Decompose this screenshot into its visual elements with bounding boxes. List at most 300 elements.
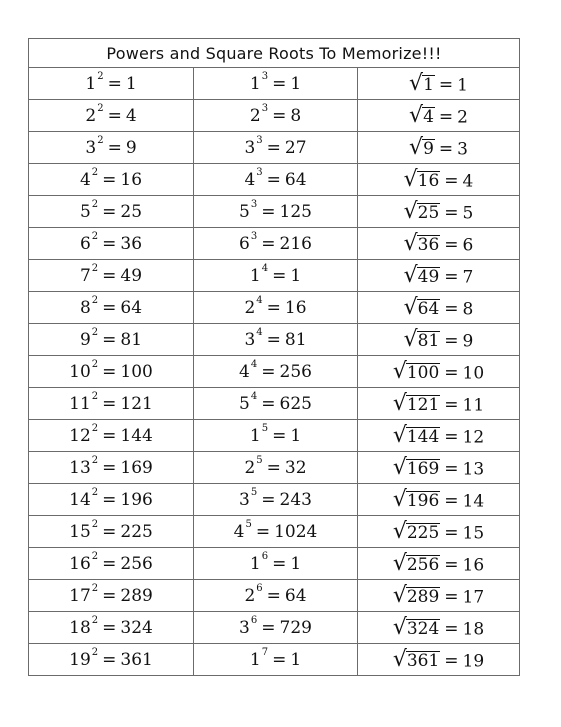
square-root <box>393 552 440 576</box>
power-cell <box>194 260 358 292</box>
square-root <box>404 264 441 288</box>
square-value: 4 <box>125 105 137 126</box>
equals-sign: = <box>261 361 276 382</box>
equals-sign: = <box>266 329 281 350</box>
square-root <box>404 168 441 192</box>
equals-sign: = <box>102 457 117 478</box>
equals-sign: = <box>261 489 276 510</box>
equals-sign: = <box>102 585 117 606</box>
square-root <box>393 424 440 448</box>
root-value: 14 <box>462 491 485 512</box>
radicand: 81 <box>417 330 440 351</box>
square-base: 13 <box>69 457 91 478</box>
root-value: 19 <box>462 651 485 672</box>
equals-sign: = <box>261 201 276 222</box>
square-root <box>404 200 441 224</box>
root-cell <box>358 196 520 228</box>
square-exponent: 2 <box>91 550 99 562</box>
radicand: 256 <box>406 554 440 575</box>
square-base: 2 <box>85 105 97 126</box>
square-cell <box>29 164 194 196</box>
equals-sign: = <box>102 553 117 574</box>
table-row <box>29 228 520 260</box>
equals-sign: = <box>444 491 459 512</box>
root-value: 3 <box>457 139 468 160</box>
power-base: 1 <box>249 73 261 94</box>
square-base: 15 <box>69 521 91 542</box>
radical-sign-icon: √ <box>392 647 407 673</box>
root-cell <box>358 548 520 580</box>
equals-sign: = <box>444 363 459 384</box>
radical-sign-icon: √ <box>392 423 407 449</box>
square-cell <box>29 452 194 484</box>
square-base: 17 <box>69 585 91 606</box>
equals-sign: = <box>107 137 122 158</box>
equals-sign: = <box>272 649 287 670</box>
equals-sign: = <box>444 331 459 352</box>
radicand: 100 <box>406 362 440 383</box>
root-cell <box>358 644 520 676</box>
square-cell <box>29 388 194 420</box>
radical-sign-icon: √ <box>409 71 424 97</box>
power-base: 3 <box>239 617 250 638</box>
power-exponent: 3 <box>250 198 258 210</box>
root-cell <box>358 452 520 484</box>
radicand: 49 <box>417 266 440 287</box>
equals-sign: = <box>102 649 117 670</box>
power-exponent: 5 <box>250 486 258 498</box>
square-value: 169 <box>120 457 153 478</box>
equals-sign: = <box>444 235 459 256</box>
equals-sign: = <box>444 619 459 640</box>
power-exponent: 3 <box>250 230 258 242</box>
table-row <box>29 260 520 292</box>
root-cell <box>358 324 520 356</box>
root-cell <box>358 260 520 292</box>
root-value: 15 <box>462 523 485 544</box>
table-row <box>29 68 520 100</box>
power-value: 256 <box>279 361 312 382</box>
square-value: 324 <box>120 617 153 638</box>
power-exponent: 3 <box>261 70 269 82</box>
equals-sign: = <box>102 521 117 542</box>
square-exponent: 2 <box>91 646 99 658</box>
square-cell <box>29 356 194 388</box>
root-value: 2 <box>457 107 468 128</box>
power-exponent: 6 <box>250 614 258 626</box>
square-root <box>409 72 435 96</box>
square-value: 225 <box>120 521 153 542</box>
square-cell <box>29 132 194 164</box>
equals-sign: = <box>444 523 459 544</box>
equals-sign: = <box>102 169 117 190</box>
square-cell <box>29 260 194 292</box>
table-row <box>29 580 520 612</box>
table-title: Powers and Square Roots To Memorize!!! <box>29 39 520 68</box>
radicand: 144 <box>406 426 440 447</box>
square-cell <box>29 324 194 356</box>
square-cell <box>29 516 194 548</box>
equals-sign: = <box>266 585 281 606</box>
equals-sign: = <box>438 107 454 128</box>
square-cell <box>29 420 194 452</box>
equals-sign: = <box>102 201 117 222</box>
equals-sign: = <box>102 425 117 446</box>
table-row <box>29 196 520 228</box>
equals-sign: = <box>102 233 117 254</box>
table-row <box>29 644 520 676</box>
table-body <box>29 68 520 676</box>
table-row <box>29 548 520 580</box>
square-base: 10 <box>69 361 91 382</box>
radicand: 16 <box>417 170 440 191</box>
power-exponent: 4 <box>261 262 269 274</box>
power-base: 4 <box>244 169 256 190</box>
square-root <box>393 648 440 672</box>
square-exponent: 2 <box>91 454 99 466</box>
power-cell <box>194 68 358 100</box>
power-exponent: 4 <box>256 326 263 338</box>
power-base: 2 <box>244 585 256 606</box>
square-value: 100 <box>120 361 153 382</box>
square-exponent: 2 <box>97 134 104 146</box>
square-exponent: 2 <box>91 486 99 498</box>
square-root <box>409 136 435 160</box>
power-cell <box>194 100 358 132</box>
square-exponent: 2 <box>91 518 99 530</box>
square-base: 3 <box>85 137 97 158</box>
radicand: 4 <box>423 106 434 127</box>
equals-sign: = <box>272 265 287 286</box>
square-exponent: 2 <box>91 390 99 402</box>
equals-sign: = <box>444 427 459 448</box>
root-cell <box>358 356 520 388</box>
power-base: 4 <box>239 361 250 382</box>
square-exponent: 2 <box>91 166 99 178</box>
table-row <box>29 516 520 548</box>
root-cell <box>358 100 520 132</box>
radical-sign-icon: √ <box>392 487 407 513</box>
equals-sign: = <box>272 73 287 94</box>
power-base: 2 <box>249 105 261 126</box>
power-exponent: 3 <box>261 102 269 114</box>
square-exponent: 2 <box>91 230 99 242</box>
power-base: 6 <box>239 233 250 254</box>
root-cell <box>358 612 520 644</box>
power-cell <box>194 228 358 260</box>
radical-sign-icon: √ <box>392 615 407 641</box>
power-value: 243 <box>279 489 312 510</box>
square-value: 289 <box>120 585 153 606</box>
radical-sign-icon: √ <box>392 359 407 385</box>
table-row <box>29 164 520 196</box>
square-root <box>393 392 440 416</box>
square-base: 16 <box>69 553 91 574</box>
square-cell <box>29 68 194 100</box>
root-value: 5 <box>462 203 474 224</box>
square-value: 196 <box>120 489 153 510</box>
radicand: 36 <box>417 234 440 255</box>
square-value: 36 <box>120 233 143 254</box>
power-cell <box>194 452 358 484</box>
root-cell <box>358 484 520 516</box>
square-exponent: 2 <box>91 422 99 434</box>
power-value: 1 <box>290 73 302 94</box>
root-cell <box>358 68 520 100</box>
square-value: 361 <box>120 649 153 670</box>
power-exponent: 4 <box>250 390 258 402</box>
root-value: 12 <box>462 427 485 448</box>
square-root <box>393 616 440 640</box>
radicand: 324 <box>406 618 440 639</box>
root-cell <box>358 292 520 324</box>
power-base: 3 <box>244 329 256 350</box>
square-exponent: 2 <box>91 582 99 594</box>
power-exponent: 4 <box>256 294 263 306</box>
radicand: 289 <box>406 586 440 607</box>
power-value: 1 <box>290 553 302 574</box>
power-value: 27 <box>284 137 307 158</box>
power-exponent: 3 <box>256 134 263 146</box>
equals-sign: = <box>438 75 454 96</box>
equals-sign: = <box>438 139 454 160</box>
power-value: 729 <box>279 617 312 638</box>
table-row <box>29 612 520 644</box>
equals-sign: = <box>102 489 117 510</box>
power-base: 2 <box>244 297 256 318</box>
square-cell <box>29 292 194 324</box>
radicand: 9 <box>423 138 434 159</box>
power-value: 1 <box>290 649 302 670</box>
radical-sign-icon: √ <box>403 263 418 289</box>
square-base: 6 <box>79 233 91 254</box>
square-base: 19 <box>69 649 91 670</box>
square-base: 7 <box>79 265 91 286</box>
power-exponent: 4 <box>250 358 258 370</box>
square-root <box>393 360 440 384</box>
equals-sign: = <box>102 329 117 350</box>
equals-sign: = <box>261 233 276 254</box>
radical-sign-icon: √ <box>403 327 418 353</box>
power-exponent: 5 <box>256 454 263 466</box>
root-cell <box>358 228 520 260</box>
square-value: 25 <box>120 201 143 222</box>
power-value: 1024 <box>274 521 318 542</box>
square-root <box>404 232 441 256</box>
root-value: 13 <box>462 459 485 480</box>
square-root <box>404 328 441 352</box>
table-row <box>29 420 520 452</box>
square-cell <box>29 100 194 132</box>
root-value: 6 <box>462 235 474 256</box>
powers-table <box>28 38 520 676</box>
power-value: 16 <box>284 297 307 318</box>
square-value: 121 <box>120 393 153 414</box>
radicand: 169 <box>406 458 440 479</box>
square-value: 64 <box>120 297 143 318</box>
memorize-sheet <box>28 38 519 676</box>
table-row <box>29 452 520 484</box>
power-base: 1 <box>249 649 261 670</box>
power-value: 8 <box>290 105 302 126</box>
root-cell <box>358 164 520 196</box>
square-cell <box>29 580 194 612</box>
root-cell <box>358 388 520 420</box>
power-cell <box>194 484 358 516</box>
radicand: 1 <box>423 74 434 95</box>
square-base: 14 <box>69 489 91 510</box>
radicand: 25 <box>417 202 440 223</box>
root-cell <box>358 516 520 548</box>
power-cell <box>194 324 358 356</box>
power-exponent: 6 <box>256 582 263 594</box>
square-base: 5 <box>79 201 91 222</box>
square-value: 256 <box>120 553 153 574</box>
square-base: 12 <box>69 425 91 446</box>
power-cell <box>194 388 358 420</box>
equals-sign: = <box>261 617 276 638</box>
square-exponent: 2 <box>91 294 99 306</box>
equals-sign: = <box>444 555 459 576</box>
root-value: 8 <box>462 299 474 320</box>
equals-sign: = <box>102 361 117 382</box>
root-value: 1 <box>457 75 468 96</box>
power-exponent: 6 <box>261 550 269 562</box>
power-cell <box>194 132 358 164</box>
radicand: 361 <box>406 650 440 671</box>
power-exponent: 3 <box>256 166 263 178</box>
square-exponent: 2 <box>97 102 104 114</box>
square-cell <box>29 612 194 644</box>
power-value: 216 <box>279 233 312 254</box>
equals-sign: = <box>102 393 117 414</box>
equals-sign: = <box>255 521 271 542</box>
equals-sign: = <box>444 299 459 320</box>
square-root <box>393 520 440 544</box>
table-row <box>29 484 520 516</box>
equals-sign: = <box>444 203 459 224</box>
table-row <box>29 100 520 132</box>
radical-sign-icon: √ <box>409 103 424 129</box>
radicand: 225 <box>406 522 440 543</box>
power-value: 125 <box>279 201 312 222</box>
square-root <box>393 584 440 608</box>
power-value: 32 <box>284 457 307 478</box>
square-cell <box>29 228 194 260</box>
equals-sign: = <box>444 395 459 416</box>
radicand: 64 <box>417 298 440 319</box>
power-cell <box>194 420 358 452</box>
square-value: 49 <box>120 265 143 286</box>
power-cell <box>194 548 358 580</box>
square-cell <box>29 484 194 516</box>
square-base: 4 <box>79 169 91 190</box>
equals-sign: = <box>266 137 281 158</box>
equals-sign: = <box>102 617 117 638</box>
equals-sign: = <box>444 171 459 192</box>
root-value: 18 <box>462 619 485 640</box>
square-cell <box>29 196 194 228</box>
equals-sign: = <box>261 393 276 414</box>
power-base: 1 <box>249 265 261 286</box>
radical-sign-icon: √ <box>403 295 418 321</box>
equals-sign: = <box>272 425 287 446</box>
equals-sign: = <box>107 105 122 126</box>
radical-sign-icon: √ <box>392 583 407 609</box>
root-value: 4 <box>462 171 474 192</box>
square-cell <box>29 644 194 676</box>
square-exponent: 2 <box>91 614 99 626</box>
power-base: 1 <box>249 553 261 574</box>
radical-sign-icon: √ <box>403 199 418 225</box>
square-value: 16 <box>120 169 143 190</box>
equals-sign: = <box>102 297 117 318</box>
power-base: 5 <box>239 393 250 414</box>
equals-sign: = <box>444 459 459 480</box>
power-cell <box>194 196 358 228</box>
root-value: 7 <box>462 267 474 288</box>
power-cell <box>194 580 358 612</box>
square-exponent: 2 <box>91 198 99 210</box>
square-base: 9 <box>79 329 91 350</box>
equals-sign: = <box>444 651 459 672</box>
equals-sign: = <box>272 105 287 126</box>
root-value: 16 <box>462 555 485 576</box>
root-cell <box>358 580 520 612</box>
root-value: 10 <box>462 363 485 384</box>
power-exponent: 5 <box>245 518 252 530</box>
power-cell <box>194 516 358 548</box>
table-row <box>29 292 520 324</box>
power-base: 1 <box>249 425 261 446</box>
square-root <box>409 104 435 128</box>
root-value: 11 <box>462 395 485 416</box>
power-base: 3 <box>239 489 250 510</box>
equals-sign: = <box>266 457 281 478</box>
square-base: 11 <box>69 393 91 414</box>
square-base: 8 <box>79 297 91 318</box>
power-value: 1 <box>290 425 302 446</box>
square-exponent: 2 <box>91 262 99 274</box>
equals-sign: = <box>272 553 287 574</box>
square-exponent: 2 <box>91 358 99 370</box>
radicand: 196 <box>406 490 440 511</box>
radical-sign-icon: √ <box>392 519 407 545</box>
power-value: 81 <box>284 329 307 350</box>
square-value: 9 <box>125 137 137 158</box>
table-row <box>29 388 520 420</box>
root-value: 9 <box>462 331 474 352</box>
square-value: 144 <box>120 425 153 446</box>
square-root <box>393 488 440 512</box>
square-exponent: 2 <box>97 70 104 82</box>
square-root <box>404 296 441 320</box>
radical-sign-icon: √ <box>409 135 424 161</box>
square-base: 1 <box>85 73 97 94</box>
square-value: 81 <box>120 329 143 350</box>
power-value: 625 <box>279 393 312 414</box>
root-value: 17 <box>462 587 485 608</box>
square-exponent: 2 <box>91 326 99 338</box>
radical-sign-icon: √ <box>403 231 418 257</box>
title-row <box>29 39 520 68</box>
radicand: 121 <box>406 394 440 415</box>
table-row <box>29 356 520 388</box>
square-root <box>393 456 440 480</box>
power-exponent: 5 <box>261 422 269 434</box>
square-base: 18 <box>69 617 91 638</box>
root-cell <box>358 132 520 164</box>
